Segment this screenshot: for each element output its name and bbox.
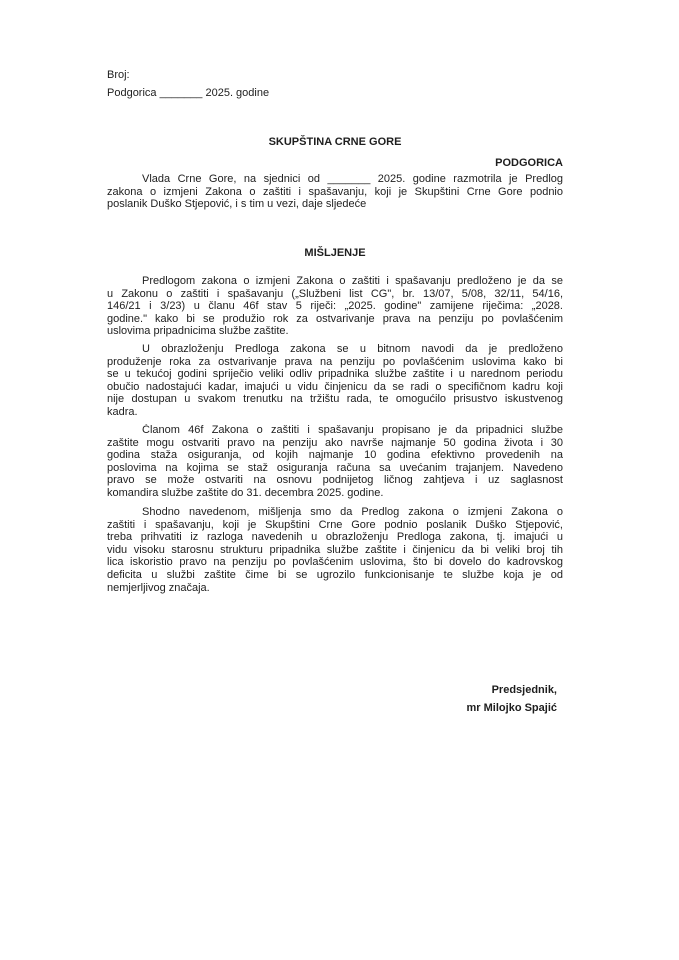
signature-title: Predsjednik, — [491, 684, 557, 696]
paragraph-2 — [107, 343, 563, 419]
text-line: poslovima na kojima se staž osiguranja računa sa uvećanim trajanjem. Navedeno — [107, 461, 563, 474]
text-line: poslanik Duško Stjepović, i s tim u vezi, daje sljedeće — [107, 198, 367, 211]
text-line: 146/21 i 3/23) u članu 46f stav 5 riječi: „2025. godine" zamijene riječima: „2028. — [107, 300, 563, 313]
text-line: kadra. — [107, 405, 138, 418]
place-date: Podgorica _______ 2025. godine — [107, 86, 270, 99]
text-line: godine." kako bi se produžio rok za ostvarivanje prava na penziju po povlašćenim — [107, 312, 563, 325]
text-line: vidu visoku starosnu strukturu pripadnika službe zaštite i činjenicu da bi veliki broj tih — [107, 543, 563, 556]
text-line: se u tekućoj godini spriječio veliki odliv pripadnika službe zaštite i u narednom periodu — [107, 368, 563, 381]
text-line: Članom 46f Zakona o zaštiti i spašavanju propisano je da pripadnici službe — [142, 424, 563, 436]
text-line: obučio nadostajući kadar, imajući u vidu činjenicu da se radi o specifičnom kadru koji — [107, 380, 563, 393]
paragraph-4 — [107, 506, 563, 594]
document-title: MIŠLJENJE — [304, 247, 366, 259]
text-line: u Zakonu o zaštiti i spašavanju („Službeni list CG", br. 13/07, 5/08, 32/11, 54/16, — [107, 287, 563, 300]
paragraph-3 — [107, 424, 563, 500]
signature-name: mr Milojko Spajić — [466, 701, 557, 714]
text-line: uslovima pripadnicima službe zaštite. — [107, 325, 289, 338]
text-line: godina staža osiguranja, od kojih najmanje 10 godina efektivno provedenih na — [107, 449, 563, 462]
text-line: komandira službe zaštite do 31. decembra 2025. godine. — [107, 486, 384, 499]
text-line: nije dostupan u svakom trenutku na tržištu rada, te omogućilo prisustvo iskustvenog — [107, 393, 563, 406]
text-line: treba prihvatiti iz razloga navedenih u obrazloženju Predloga zakona, tj. imajući u — [107, 531, 563, 544]
text-line: nemjerljivog značaja. — [107, 581, 210, 594]
text-line: pravo se može ostvariti na osnovu podnijetog ličnog zahtjeva i uz saglasnost — [107, 474, 563, 487]
addressee-city: PODGORICA — [495, 157, 563, 169]
text-line: zaštite mogu ostvariti pravo na penziju ako navrše najmanje 50 godina života i 30 — [107, 436, 563, 449]
text-line: Vlada Crne Gore, na sjednici od _______ 2025. godine razmotrila je Predlog — [142, 173, 563, 185]
text-line: lica iskoristio pravo na penziju po povlašćenim uslovima, što bi dovelo do kadrovskog — [107, 556, 563, 569]
text-line: produženje roka za ostvarivanje prava na penziju po povlašćenim uslovima kako bi — [107, 355, 563, 368]
text-line: Predlogom zakona o izmjeni Zakona o zaštiti i spašavanju predloženo je da se — [142, 275, 563, 287]
addressee: SKUPŠTINA CRNE GORE — [268, 136, 402, 148]
text-line: zaštiti i spašavanju, koji je Skupštini Crne Gore podnio poslanik Duško Stjepović, — [107, 518, 563, 531]
text-line: zakona o izmjeni Zakona o zaštiti i spašavanju, koji je Skupštini Crne Gore podnio — [107, 185, 563, 198]
paragraph-1 — [107, 275, 563, 338]
text-line: U obrazloženju Predloga zakona se u bitnom navodi da je predloženo — [142, 343, 563, 355]
document-header — [107, 69, 563, 99]
text-line: deficita u službi zaštite čime bi se ugrozilo funkcionisanje te službe koja je od — [107, 568, 563, 581]
intro-paragraph — [107, 173, 563, 211]
text-line: Shodno navedenom, mišljenja smo da Predlog zakona o izmjeni Zakona o — [142, 506, 563, 518]
signature-block — [107, 684, 557, 714]
broj-label: Broj: — [107, 69, 130, 81]
